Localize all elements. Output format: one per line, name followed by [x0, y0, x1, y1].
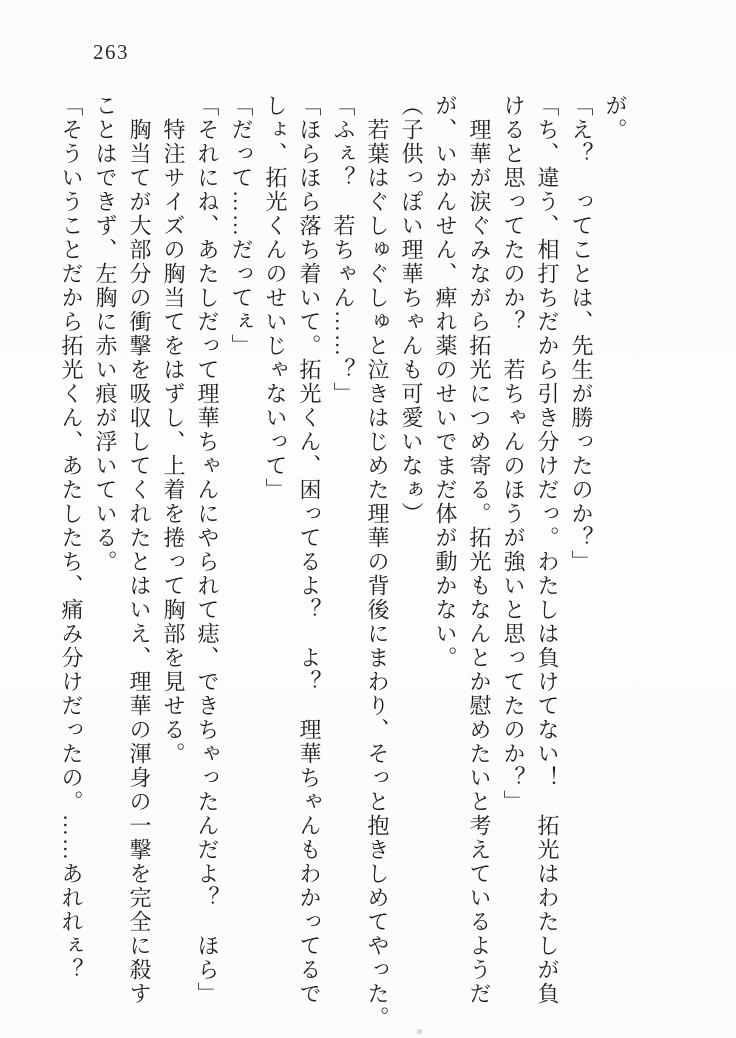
text-line: 「それにね、あたしだって理華ちゃんにやられて痣、できちゃったんだよ？ ほら」: [195, 94, 220, 1006]
text-line: 若葉はぐしゅぐしゅと泣きはじめた理華の背後にまわり、そっと抱きしめてやった。: [365, 118, 390, 1030]
text-line: 「そういうことだから拓光くん、あたしたち、痛み分けだったの。……あれれぇ？: [59, 94, 84, 982]
scan-artifact-dot: [417, 1029, 422, 1034]
text-line: 「え？ ってことは、先生が勝ったのか？」: [569, 94, 594, 574]
page-text: [54, 94, 632, 1030]
text-line: けると思ってたのか？ 若ちゃんのほうが強いと思ってたのか？」: [501, 94, 526, 814]
page-number: 263: [93, 40, 129, 64]
text-line: 「ち、違う、相打ちだから引き分けだっ。わたしは負けてない！ 拓光はわたしが負: [535, 94, 560, 1006]
text-line: 「だって……だってぇ」: [229, 94, 254, 358]
text-line: しょ、拓光くんのせいじゃないって」: [263, 94, 288, 502]
text-line: （子供っぽい理華ちゃんも可愛いなぁ）: [399, 94, 424, 526]
text-line: 理華が涙ぐみながら拓光につめ寄る。拓光もなんとか慰めたいと考えているようだ: [467, 118, 492, 1006]
text-line: ことはできず、左胸に赤い痕が浮いている。: [93, 94, 118, 574]
text-line: 「ほらほら落ち着いて。拓光くん、困ってるよ？ よ？ 理華ちゃんもわかってるで: [297, 94, 322, 1006]
text-line: が、いかんせん、痺れ薬のせいでまだ体が動かない。: [433, 94, 458, 670]
text-line: 胸当てが大部分の衝撃を吸収してくれたとはいえ、理華の渾身の一撃を完全に殺す: [127, 118, 152, 1006]
text-line: 「ふぇ？ 若ちゃん……？」: [331, 94, 356, 406]
text-line: が。: [603, 94, 628, 142]
text-line: 特注サイズの胸当てをはずし、上着を捲って胸部を見せる。: [161, 118, 186, 766]
